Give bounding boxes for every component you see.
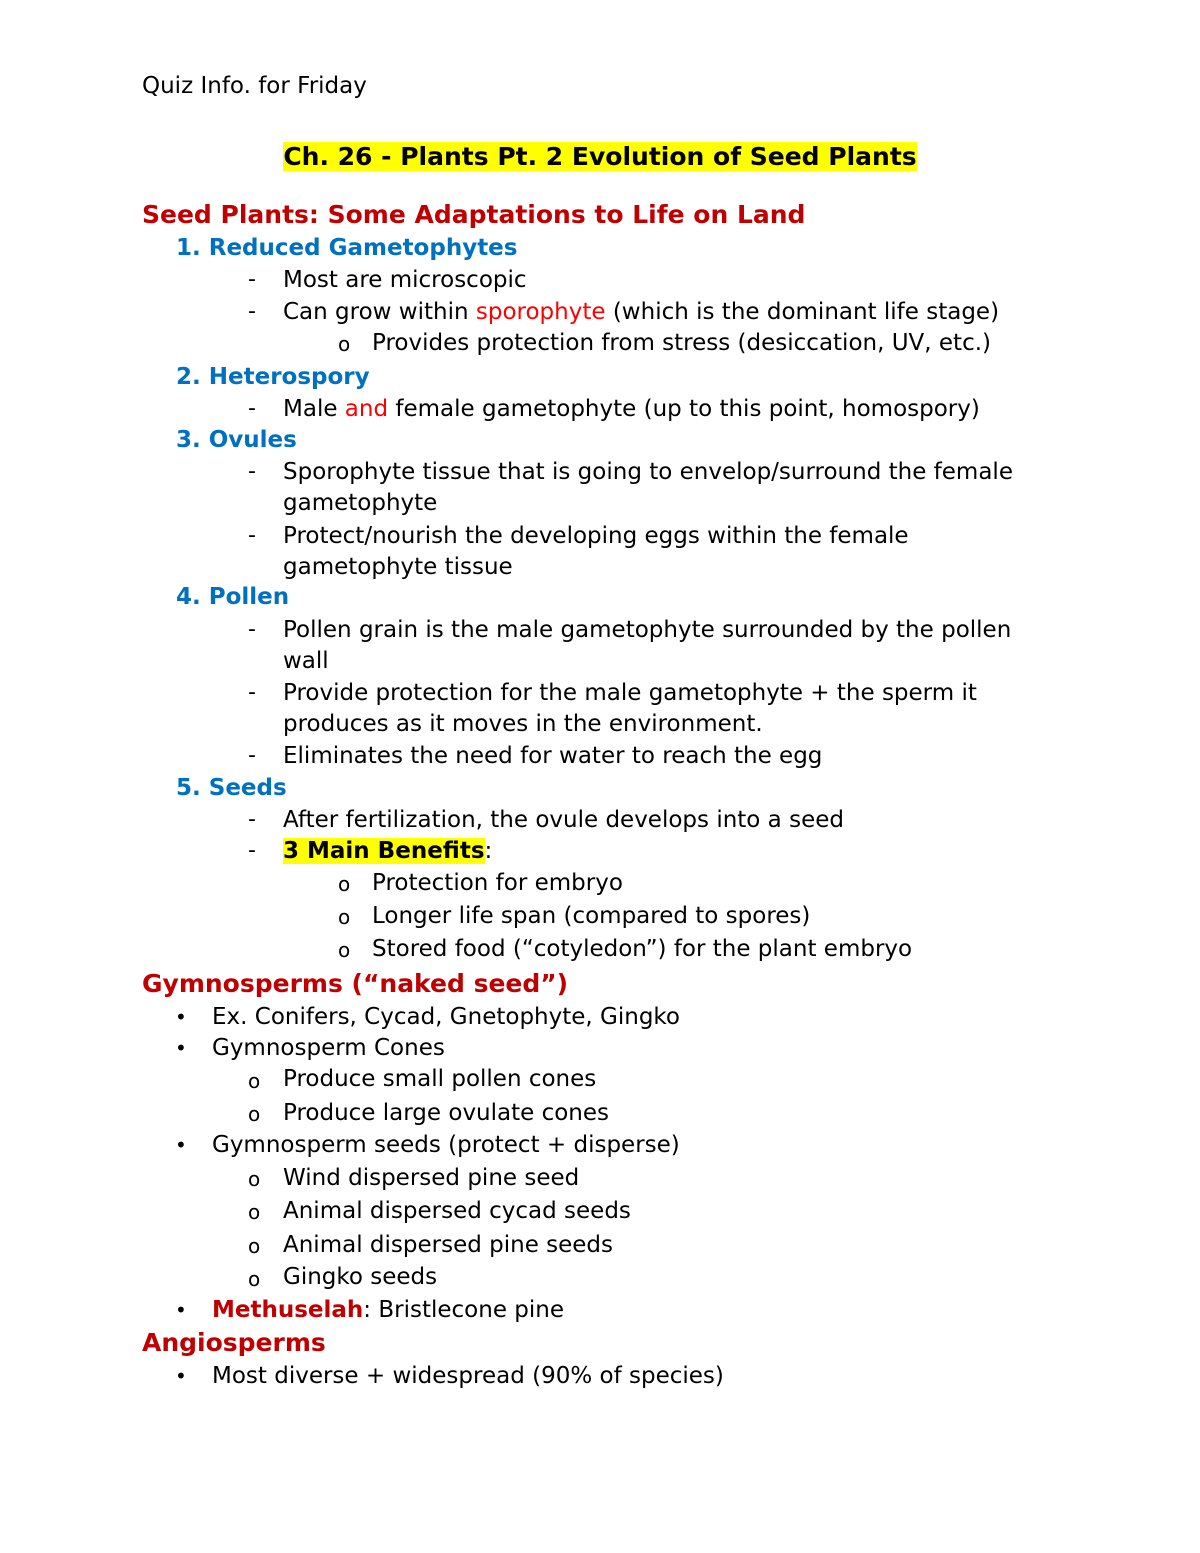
numbered-heading-heterospory: 2. Heterospory bbox=[176, 364, 370, 390]
page-title-line bbox=[0, 141, 1200, 173]
circle-marker: o bbox=[338, 872, 351, 896]
bullet-text: Most are microscopic bbox=[283, 267, 527, 293]
circle-marker: o bbox=[338, 332, 351, 356]
text-run: female gametophyte (up to this point, homospory) bbox=[388, 396, 980, 422]
bullet-text-continued: gametophyte bbox=[283, 490, 438, 516]
section-heading-seed-plants: Seed Plants: Some Adaptations to Life on Land bbox=[142, 200, 806, 229]
bullet-text: Eliminates the need for water to reach the egg bbox=[283, 743, 823, 769]
text-run: Male bbox=[283, 396, 345, 422]
sub-bullet-text: Produce small pollen cones bbox=[283, 1066, 597, 1092]
sub-bullet-text: Animal dispersed cycad seeds bbox=[283, 1198, 631, 1224]
numbered-heading-pollen: 4. Pollen bbox=[176, 584, 290, 610]
bullet-text: Gymnosperm Cones bbox=[212, 1035, 445, 1061]
circle-marker: o bbox=[338, 938, 351, 962]
numbered-heading-ovules: 3. Ovules bbox=[176, 427, 297, 453]
dash-marker: - bbox=[248, 267, 256, 292]
bullet-text: Ex. Conifers, Cycad, Gnetophyte, Gingko bbox=[212, 1004, 680, 1030]
bullet-marker: • bbox=[175, 1005, 187, 1029]
text-run: : bbox=[484, 838, 493, 864]
dash-marker: - bbox=[248, 523, 256, 548]
bullet-marker: • bbox=[175, 1133, 187, 1157]
dash-marker: - bbox=[248, 743, 256, 768]
page-title: Ch. 26 - Plants Pt. 2 Evolution of Seed Plants bbox=[283, 142, 917, 171]
bullet-text bbox=[283, 836, 492, 866]
sub-bullet-text: Animal dispersed pine seeds bbox=[283, 1232, 614, 1258]
sub-bullet-text: Stored food (“cotyledon”) for the plant embryo bbox=[372, 936, 913, 962]
page-header: Quiz Info. for Friday bbox=[142, 73, 367, 99]
dash-marker: - bbox=[248, 680, 256, 705]
numbered-heading-reduced-gametophytes: 1. Reduced Gametophytes bbox=[176, 235, 518, 261]
sub-bullet-text: Protection for embryo bbox=[372, 870, 623, 896]
red-term: Methuselah bbox=[212, 1297, 364, 1323]
bullet-marker: • bbox=[175, 1036, 187, 1060]
bullet-text: Sporophyte tissue that is going to envelop/surround the female bbox=[283, 459, 1013, 485]
circle-marker: o bbox=[248, 1167, 261, 1191]
bullet-text: After fertilization, the ovule develops into a seed bbox=[283, 807, 844, 833]
bullet-marker: • bbox=[175, 1298, 187, 1322]
bullet-text bbox=[283, 297, 999, 327]
text-run: : Bristlecone pine bbox=[363, 1297, 564, 1323]
bullet-text: Most diverse + widespread (90% of species) bbox=[212, 1363, 724, 1389]
red-term: and bbox=[344, 396, 389, 422]
bullet-text: Provide protection for the male gametophyte + the sperm it bbox=[283, 680, 977, 706]
sub-bullet-text: Produce large ovulate cones bbox=[283, 1100, 610, 1126]
dash-marker: - bbox=[248, 838, 256, 863]
highlighted-term: 3 Main Benefits bbox=[283, 838, 485, 864]
section-heading-gymnosperms: Gymnosperms (“naked seed”) bbox=[142, 969, 569, 998]
bullet-text-continued: produces as it moves in the environment. bbox=[283, 711, 763, 737]
dash-marker: - bbox=[248, 459, 256, 484]
sub-bullet-text: Gingko seeds bbox=[283, 1264, 438, 1290]
circle-marker: o bbox=[248, 1102, 261, 1126]
circle-marker: o bbox=[248, 1267, 261, 1291]
dash-marker: - bbox=[248, 807, 256, 832]
sub-bullet-text: Longer life span (compared to spores) bbox=[372, 903, 811, 929]
section-heading-angiosperms: Angiosperms bbox=[142, 1328, 326, 1357]
bullet-text: Protect/nourish the developing eggs within the female bbox=[283, 523, 909, 549]
bullet-marker: • bbox=[175, 1364, 187, 1388]
dash-marker: - bbox=[248, 299, 256, 324]
red-term: sporophyte bbox=[475, 299, 606, 325]
circle-marker: o bbox=[248, 1200, 261, 1224]
text-run: Can grow within bbox=[283, 299, 476, 325]
sub-bullet-text: Wind dispersed pine seed bbox=[283, 1165, 580, 1191]
bullet-text: Pollen grain is the male gametophyte surrounded by the pollen bbox=[283, 617, 1012, 643]
circle-marker: o bbox=[338, 905, 351, 929]
bullet-text-continued: gametophyte tissue bbox=[283, 554, 513, 580]
sub-bullet-text: Provides protection from stress (desiccation, UV, etc.) bbox=[372, 330, 992, 356]
text-run: (which is the dominant life stage) bbox=[605, 299, 1000, 325]
dash-marker: - bbox=[248, 396, 256, 421]
bullet-text: Gymnosperm seeds (protect + disperse) bbox=[212, 1132, 680, 1158]
bullet-text bbox=[283, 394, 980, 424]
bullet-text-continued: wall bbox=[283, 648, 329, 674]
dash-marker: - bbox=[248, 617, 256, 642]
circle-marker: o bbox=[248, 1234, 261, 1258]
bullet-text bbox=[212, 1295, 564, 1325]
numbered-heading-seeds: 5. Seeds bbox=[176, 775, 287, 801]
circle-marker: o bbox=[248, 1069, 261, 1093]
